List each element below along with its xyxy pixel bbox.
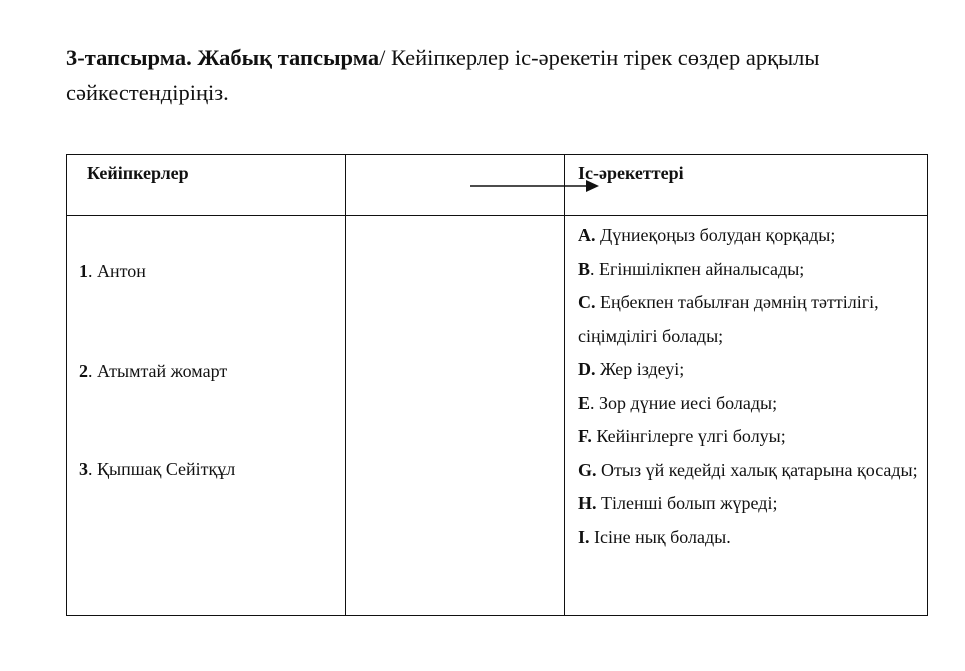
action-letter: G. bbox=[578, 459, 597, 480]
action-letter: І. bbox=[578, 526, 590, 547]
character-number: 3 bbox=[79, 459, 88, 479]
character-number: 2 bbox=[79, 361, 88, 381]
action-letter: А. bbox=[578, 225, 596, 245]
action-letter: В bbox=[578, 258, 591, 279]
actions-list bbox=[578, 219, 918, 554]
action-letter: D. bbox=[578, 359, 596, 379]
action-text: . Зор дүние иесі болады; bbox=[590, 392, 778, 413]
action-text: Кейінгілерге үлгі болуы; bbox=[591, 426, 786, 446]
action-item-i bbox=[578, 521, 918, 555]
action-item-a bbox=[578, 219, 918, 253]
action-letter: F. bbox=[578, 426, 592, 446]
action-item-g bbox=[578, 454, 918, 488]
column-divider-2 bbox=[564, 155, 565, 615]
action-item-d bbox=[578, 353, 918, 387]
character-number: 1 bbox=[79, 261, 88, 281]
action-item-e bbox=[578, 387, 918, 421]
action-item-h bbox=[578, 487, 918, 521]
task-title bbox=[66, 40, 946, 110]
action-text: . Егіншілікпен айналысады; bbox=[590, 258, 805, 279]
character-name: . Антон bbox=[88, 261, 146, 281]
character-item-2 bbox=[79, 361, 227, 382]
task-title-bold: 3-тапсырма. Жабық тапсырма bbox=[66, 45, 380, 70]
header-characters: Кейіпкерлер bbox=[87, 163, 189, 183]
column-divider-1 bbox=[345, 155, 346, 615]
action-text: Еңбекпен табылған дәмнің тәттілігі, сіңімділігі болады; bbox=[578, 292, 879, 346]
character-item-3 bbox=[79, 459, 235, 480]
right-arrow-icon bbox=[470, 179, 600, 193]
character-item-1 bbox=[79, 261, 146, 282]
matching-table bbox=[66, 154, 928, 616]
character-name: . Қыпшақ Сейітқұл bbox=[88, 459, 236, 479]
action-text: Дүниеқоңыз болудан қорқады; bbox=[595, 225, 836, 245]
task-title-instruction: / Кейіпкерлер іс-әрекетін тірек сөздер арқылы сәйкестендіріңіз. bbox=[66, 45, 820, 105]
header-actions: Іс-әрекеттері bbox=[578, 163, 684, 183]
action-letter: Н. bbox=[578, 493, 597, 513]
character-name: . Атымтай жомарт bbox=[88, 361, 228, 381]
action-item-b bbox=[578, 253, 918, 287]
action-text: Отыз үй кедейді халық қатарына қосады; bbox=[596, 459, 918, 480]
action-text: Тіленші болып жүреді; bbox=[596, 493, 778, 513]
action-item-c bbox=[578, 286, 918, 353]
action-text: Жер іздеуі; bbox=[595, 359, 685, 379]
action-item-f bbox=[578, 420, 918, 454]
action-letter: С. bbox=[578, 292, 596, 312]
action-text: Ісіне нық болады. bbox=[589, 526, 731, 547]
header-divider bbox=[67, 215, 927, 216]
action-letter: Е bbox=[578, 392, 591, 413]
